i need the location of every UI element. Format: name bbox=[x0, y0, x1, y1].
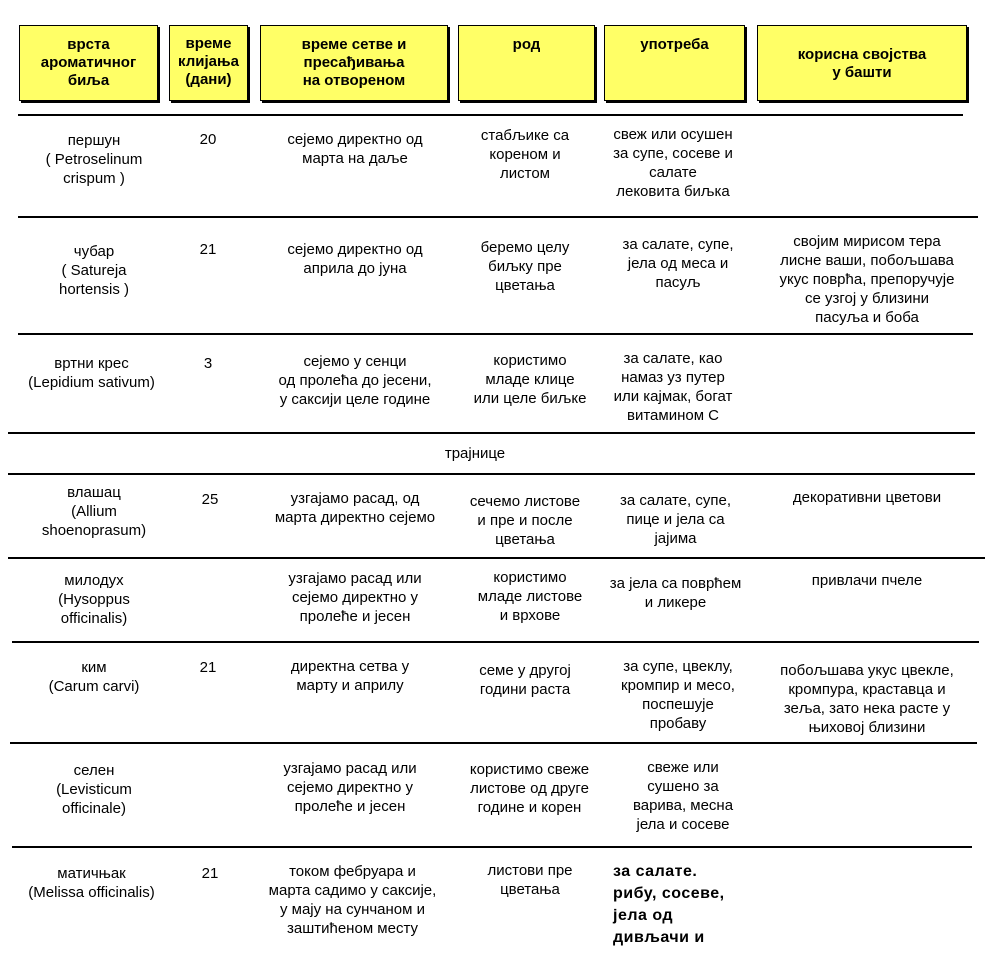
germination-days: 25 bbox=[201, 491, 219, 508]
row-divider bbox=[8, 557, 985, 559]
germination-days: 21 bbox=[199, 659, 217, 676]
header-plant-type: врста ароматичног биља bbox=[19, 25, 158, 101]
header-sowing-time: време сетве и пресађивања на отвореном bbox=[260, 25, 448, 101]
plant-name: влашац (Allium shoenoprasum) bbox=[41, 484, 147, 539]
row-divider bbox=[8, 432, 975, 434]
sowing-time: током фебруара и марта садимо у саксије, у мају на сунчаном и заштићеном месту bbox=[268, 863, 437, 937]
plant-use: за јела са поврћем и ликере bbox=[609, 575, 742, 611]
row-divider bbox=[10, 742, 977, 744]
garden-benefits: побољшава укус цвекле, кромпура, краставца и зеља, зато нека расте у њиховој близини bbox=[780, 662, 954, 736]
germination-days: 21 bbox=[199, 241, 217, 258]
sowing-time: сејемо у сенци од пролећа до јесени, у саксији целе године bbox=[278, 353, 432, 408]
plant-yield: сечемо листове и пре и после цветања bbox=[469, 493, 581, 548]
header-use: употреба bbox=[604, 25, 745, 101]
plant-use: за салате. рибу, сосеве, јела од дивљачи и bbox=[613, 863, 725, 946]
plant-yield: семе у другој години раста bbox=[479, 662, 571, 698]
plant-name: матичњак (Melissa officinalis) bbox=[28, 865, 155, 901]
sowing-time: узгајамо расад или сејемо директно у пролеће и јесен bbox=[288, 570, 422, 625]
row-divider bbox=[12, 641, 979, 643]
plant-use: за салате, супе, пице и јела са јајима bbox=[619, 492, 731, 547]
plant-use: за салате, супе, јела од меса и пасуљ bbox=[622, 236, 734, 291]
plant-name: милодух (Hysoppus officinalis) bbox=[58, 572, 130, 627]
row-divider bbox=[12, 846, 972, 848]
plant-name: чубар ( Satureja hortensis ) bbox=[58, 243, 130, 298]
plant-yield: користимо свеже листове од друге године и корен bbox=[469, 761, 590, 816]
plant-name: вртни крес (Lepidium sativum) bbox=[28, 355, 155, 391]
germination-days: 21 bbox=[201, 865, 219, 882]
header-garden-benefits: корисна својства у башти bbox=[757, 25, 967, 101]
sowing-time: сејемо директно од марта на даље bbox=[287, 131, 423, 167]
header-yield: род bbox=[458, 25, 595, 101]
plant-use: за салате, као намаз уз путер или кајмак, богат витамином C bbox=[613, 350, 733, 424]
plant-name: першун ( Petroselinum crispum ) bbox=[45, 132, 143, 187]
plant-yield: стабљике са кореном и листом bbox=[480, 127, 570, 182]
plant-use: свеж или осушен за супе, сосеве и салате лековита биљка bbox=[613, 126, 733, 200]
garden-benefits: декоративни цветови bbox=[792, 489, 942, 506]
section-label-perennials: трајнице bbox=[444, 445, 506, 462]
row-divider bbox=[8, 473, 975, 475]
sowing-time: сејемо директно од априла до јуна bbox=[287, 241, 423, 277]
header-germination-days: време клијања (дани) bbox=[169, 25, 248, 101]
germination-days: 3 bbox=[203, 355, 213, 372]
garden-benefits: својим мирисом тера лисне ваши, побољшава укус поврћа, препоручује се узгој у близини пасуља и боба bbox=[779, 233, 955, 326]
sowing-time: узгајамо расад, од марта директно сејемо bbox=[274, 490, 436, 526]
germination-days: 20 bbox=[199, 131, 217, 148]
row-divider bbox=[18, 216, 978, 218]
row-divider bbox=[18, 114, 963, 116]
plant-name: ким (Carum carvi) bbox=[48, 659, 140, 695]
sowing-time: директна сетва у марту и априлу bbox=[290, 658, 410, 694]
plant-name: селен (Levisticum officinale) bbox=[56, 762, 132, 817]
plant-yield: листови пре цветања bbox=[487, 862, 573, 898]
row-divider bbox=[18, 333, 973, 335]
sowing-time: узгајамо расад или сејемо директно у пролеће и јесен bbox=[283, 760, 417, 815]
plant-yield: беремо целу биљку пре цветања bbox=[480, 239, 570, 294]
plant-yield: користимо младе листове и врхове bbox=[477, 569, 583, 624]
plant-use: свеже или сушено за варива, месна јела и сосеве bbox=[632, 759, 734, 833]
plant-yield: користимо младе клице или целе биљке bbox=[473, 352, 587, 407]
garden-benefits: привлачи пчеле bbox=[811, 572, 923, 589]
plant-use: за супе, цвеклу, кромпир и месо, поспешује пробаву bbox=[621, 658, 735, 732]
